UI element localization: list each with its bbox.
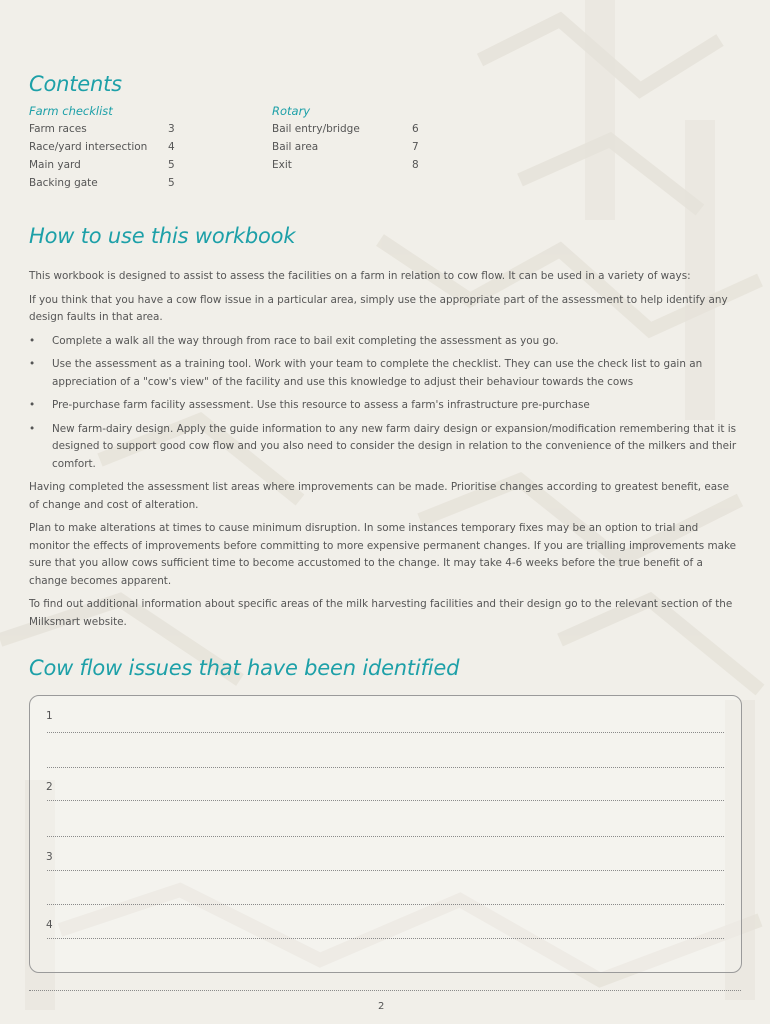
bullet-icon: • <box>29 334 36 347</box>
contents-title: Contents <box>29 72 122 96</box>
issue-line-1b[interactable] <box>47 767 724 768</box>
issue-line-2b[interactable] <box>47 836 724 837</box>
toc-page-main-yard: 5 <box>168 159 175 171</box>
issue-number-4: 4 <box>46 919 53 931</box>
list-item <box>29 421 741 474</box>
issue-line-1a[interactable] <box>47 732 724 733</box>
toc-item-race-yard-intersection[interactable]: Race/yard intersection <box>29 141 148 153</box>
how-to-title: How to use this workbook <box>29 224 296 248</box>
list-item <box>29 397 741 415</box>
bullet-icon: • <box>29 399 36 411</box>
bullet-text: Complete a walk all the way through from race to bail exit completing the assessment as you go. <box>52 334 559 347</box>
how-to-para-3: Plan to make alterations at times to cause minimum disruption. In some instances temporary fixes may be an option to trial and monitor the effects of improvements before committing to more expensive permanent changes. If you are trialling improvements make sure that you allow cows sufficient time to become accustomed to the change. It may take 4-6 weeks before the true benefit of a change becomes apparent. <box>29 522 737 587</box>
toc-page-bail-area: 7 <box>412 141 419 153</box>
toc-item-backing-gate[interactable]: Backing gate <box>29 177 98 189</box>
issue-line-2a[interactable] <box>47 800 724 801</box>
how-to-para-4: To find out additional information about specific areas of the milk harvesting facilities and their design go to the relevant section of the Milksmart website. <box>29 598 733 628</box>
bullet-icon: • <box>29 422 36 435</box>
toc-page-backing-gate: 5 <box>168 177 175 189</box>
issues-form-box <box>29 695 742 973</box>
toc-item-bail-area[interactable]: Bail area <box>272 141 319 153</box>
page-number: 2 <box>378 1001 385 1012</box>
toc-page-farm-races: 3 <box>168 123 175 135</box>
issue-number-1: 1 <box>46 710 53 722</box>
footer-divider <box>29 990 741 991</box>
list-item <box>29 333 741 351</box>
how-to-body <box>29 268 741 637</box>
toc-item-farm-races[interactable]: Farm races <box>29 123 87 135</box>
toc-item-exit[interactable]: Exit <box>272 159 292 171</box>
issue-line-4a[interactable] <box>47 938 724 939</box>
bullet-text: Use the assessment as a training tool. Work with your team to complete the checklist. They can use the check list to gain an appreciation of a "cow's view" of the facility and use this knowledge to adjust their behaviour towards the cows <box>52 358 703 388</box>
bullet-icon: • <box>29 358 36 370</box>
issue-number-3: 3 <box>46 851 53 863</box>
toc-heading-rotary: Rotary <box>272 104 311 118</box>
toc-page-exit: 8 <box>412 159 419 171</box>
issue-number-2: 2 <box>46 781 53 793</box>
bullet-text: New farm-dairy design. Apply the guide information to any new farm dairy design or expansion/modification remembering that it is designed to support good cow flow and you also need to consider the design in relation to the convenience of the milkers and their comfort. <box>52 422 737 470</box>
toc-item-main-yard[interactable]: Main yard <box>29 159 81 171</box>
how-to-intro: This workbook is designed to assist to assess the facilities on a farm in relation to cow flow. It can be used in a variety of ways: <box>29 270 691 282</box>
list-item <box>29 356 741 391</box>
toc-page-race-yard-intersection: 4 <box>168 141 175 153</box>
issues-title: Cow flow issues that have been identified <box>29 656 460 680</box>
bullet-text: Pre-purchase farm facility assessment. Use this resource to assess a farm's infrastructure pre-purchase <box>52 399 590 411</box>
toc-heading-farm-checklist: Farm checklist <box>29 104 113 118</box>
toc-item-bail-entry-bridge[interactable]: Bail entry/bridge <box>272 123 360 135</box>
how-to-para-1: If you think that you have a cow flow issue in a particular area, simply use the appropriate part of the assessment to help identify any design faults in that area. <box>29 293 728 323</box>
how-to-bullet-list <box>29 333 741 474</box>
issue-line-3a[interactable] <box>47 870 724 871</box>
how-to-para-2: Having completed the assessment list areas where improvements can be made. Prioritise changes according to greatest benefit, ease of change and cost of alteration. <box>29 481 729 511</box>
toc-page-bail-entry-bridge: 6 <box>412 123 419 135</box>
issue-line-3b[interactable] <box>47 904 724 905</box>
